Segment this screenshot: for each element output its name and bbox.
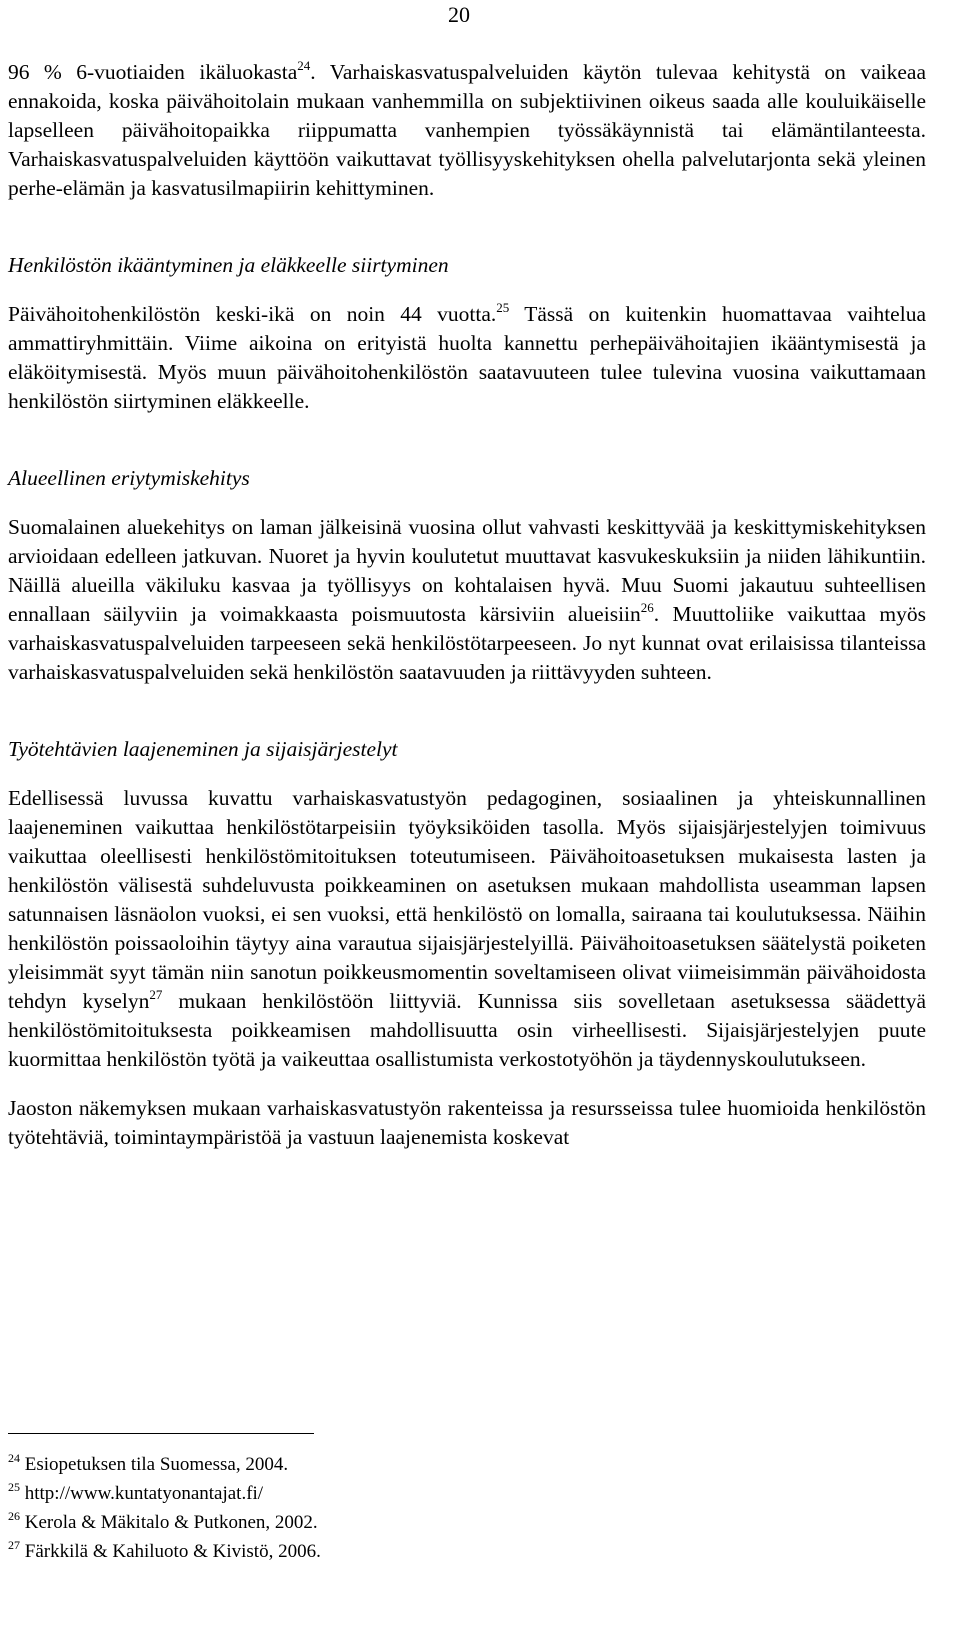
- page-body: [8, 58, 926, 1152]
- footnote-text: Kerola & Mäkitalo & Putkonen, 2002.: [24, 1512, 318, 1533]
- footnote-ref[interactable]: 27: [149, 987, 163, 1002]
- paragraph-text: . Varhaiskasvatuspalveluiden käytön tulevaa kehitystä on vaikeaa ennakoida, koska päivähoitolain mukaan vanhemmilla on subjektiivinen oikeus saada alle kouluikäiselle lapselleen päivähoitopaikka riippumatta vanhempien työssäkäynnistä tai elämäntilanteesta. Varhaiskasvatuspalveluiden käyttöön vaikuttavat työllisyyskehityksen ohella palvelutarjonta sekä yleinen perhe-elämän ja kasvatusilmapiirin kehittyminen.: [8, 60, 926, 200]
- paragraph-text: Päivähoitohenkilöstön keski-ikä on noin 44 vuotta.: [8, 302, 497, 326]
- footnotes: [8, 1450, 321, 1566]
- paragraph-regional: [8, 513, 926, 687]
- paragraph-view: Jaoston näkemyksen mukaan varhaiskasvatustyön rakenteissa ja resursseissa tulee huomioida henkilöstön työtehtäviä, toimintaympäristöä ja vastuun laajenemista koskevat: [8, 1096, 926, 1149]
- footnote-link[interactable]: http://www.kuntatyonantajat.fi/: [24, 1483, 264, 1504]
- paragraph-text: Edellisessä luvussa kuvattu varhaiskasvatustyön pedagoginen, sosiaalinen ja yhteiskunnallinen laajeneminen vaikuttaa henkilöstötarpeisiin työyksiköiden tasolla. Myös sijaisjärjestelyjen toimivuus vaikuttaa oleellisesti henkilöstömitoituksen toteutumiseen. Päivähoitoasetuksen mukaisesta lasten ja henkilöstön välisestä suhdeluvusta poikkeaminen on asetuksen mukaan mahdollista useamman lapsen satunnaisen läsnäolon vuoksi, ei sen vuoksi, että henkilöstö on lomalla, sairaana tai koulutuksessa. Näihin henkilöstön poissaoloihin täytyy aina varautua sijaisjärjestelyillä. Päivähoitoasetuksen säätelystä poiketen yleisimmät syyt tämän niin sanotun poikkeusmomentin soveltamiseen olivat viimeisimmän päivähoidosta tehdyn kyselyn: [8, 786, 926, 1013]
- paragraph-text: mukaan henkilöstöön liittyviä. Kunnissa siis sovelletaan asetuksessa säädettyä henkilöstömitoituksesta poikkeamisen mahdollisuutta osin virheellisesti. Sijaisjärjestelyjen puute kuormittaa henkilöstön työtä ja vaikeuttaa osallistumista verkostotyöhön ja täydennyskoulutukseen.: [8, 989, 926, 1071]
- footnote-item: [8, 1450, 321, 1479]
- footnote-item: [8, 1508, 321, 1537]
- footnote-divider: [8, 1433, 314, 1434]
- page-number: 20: [448, 2, 470, 27]
- footnote-text: Esiopetuksen tila Suomessa, 2004.: [24, 1454, 289, 1475]
- paragraph-text: Suomalainen aluekehitys on laman jälkeisinä vuosina ollut vahvasti keskittyvää ja keskittymiskehityksen arvioidaan edelleen jatkuvan. Nuoret ja hyvin koulutetut muuttavat kasvukeskuksiin ja niiden lähikuntiin. Näillä alueilla väkiluku kasvaa ja työllisyys on kohtalaisen hyvä. Muu Suomi jakautuu suhteellisen ennallaan säilyviin ja voimakkaasta poismuutosta kärsiviin alueisiin: [8, 515, 926, 626]
- paragraph-ageing: [8, 300, 926, 416]
- section-heading-regional: Alueellinen eriytymiskehitys: [8, 466, 250, 490]
- footnote-item: [8, 1537, 321, 1566]
- footnote-number: 27: [8, 1538, 20, 1552]
- footnote-text: Färkkilä & Kahiluoto & Kivistö, 2006.: [24, 1541, 321, 1562]
- paragraph-text: . Muuttoliike vaikuttaa myös varhaiskasvatuspalveluiden tarpeeseen sekä henkilöstötarpeeseen. Jo nyt kunnat ovat erilaisissa tilanteissa varhaiskasvatuspalveluiden sekä henkilöstön saatavuuden ja riittävyyden suhteen.: [8, 602, 926, 684]
- section-heading-tasks: Työtehtävien laajeneminen ja sijaisjärjestelyt: [8, 737, 398, 761]
- footnote-ref[interactable]: 26: [640, 600, 654, 615]
- footnote-ref[interactable]: 24: [297, 58, 311, 73]
- footnote-number: 24: [8, 1451, 20, 1465]
- footnote-number: 25: [8, 1480, 20, 1494]
- paragraph-enrollment: [8, 58, 926, 203]
- paragraph-text: Tässä on kuitenkin huomattavaa vaihtelua ammattiryhmittäin. Viime aikoina on erityistä huolta kannettu perhepäivähoitajien ikääntymisestä ja eläköitymisestä. Myös muun päivähoitohenkilöstön saatavuuteen tulee tulevina vuosina vaikuttamaan henkilöstön siirtyminen eläkkeelle.: [8, 302, 926, 413]
- paragraph-tasks: [8, 784, 926, 1074]
- footnote-item: [8, 1479, 321, 1508]
- paragraph-text: 96 % 6-vuotiaiden ikäluokasta: [8, 60, 298, 84]
- footnote-number: 26: [8, 1509, 20, 1523]
- section-heading-ageing: Henkilöstön ikääntyminen ja eläkkeelle siirtyminen: [8, 253, 449, 277]
- footnote-ref[interactable]: 25: [496, 300, 510, 315]
